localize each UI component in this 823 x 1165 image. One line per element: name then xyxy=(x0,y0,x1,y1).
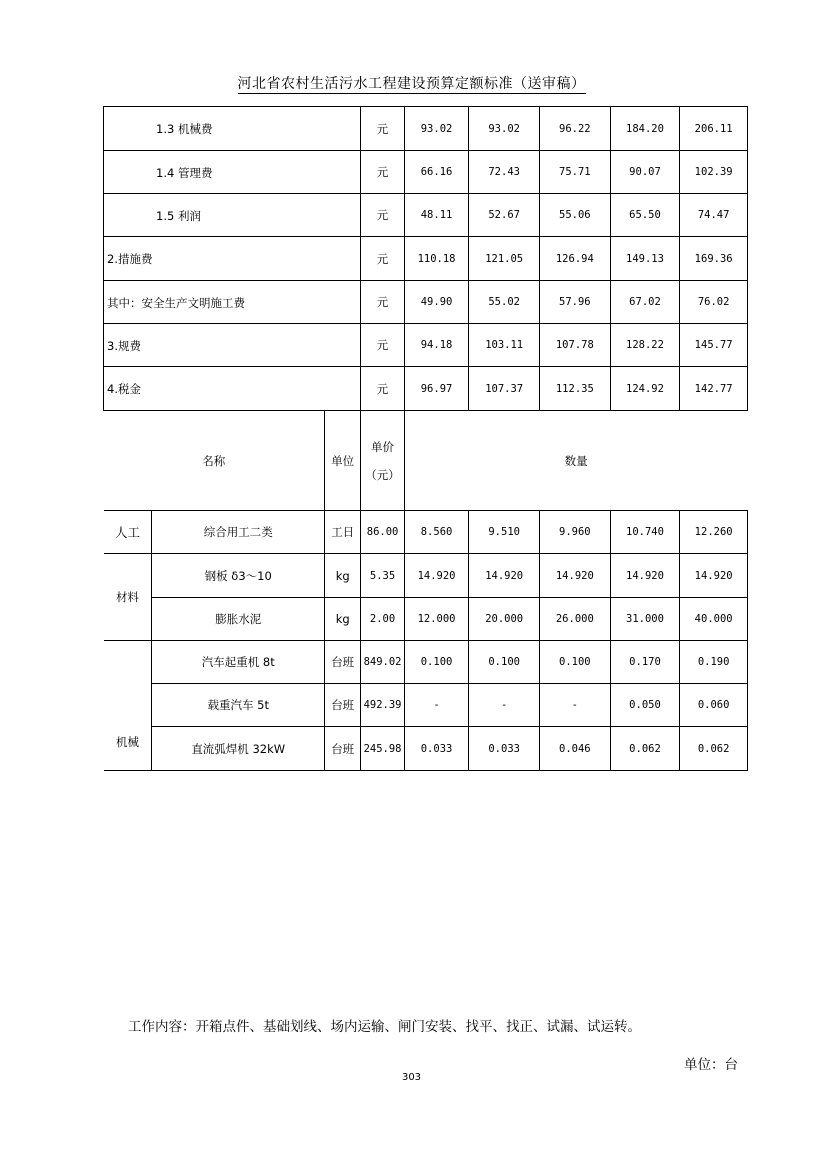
cost-unit: 元 xyxy=(361,324,404,367)
table-row xyxy=(104,641,748,684)
header-price-line1: 单价 xyxy=(371,439,395,454)
item-unit: kg xyxy=(325,598,361,641)
cost-value: 142.77 xyxy=(680,367,748,411)
item-quantity: 0.062 xyxy=(610,727,680,771)
cost-unit: 元 xyxy=(361,151,404,194)
item-quantity: - xyxy=(404,684,469,727)
group-machinery xyxy=(104,641,152,771)
item-quantity: 14.920 xyxy=(404,554,469,598)
cost-value: 184.20 xyxy=(610,107,680,151)
cost-label: 3.规费 xyxy=(104,324,361,367)
item-price: 5.35 xyxy=(361,554,404,598)
item-quantity: 0.050 xyxy=(610,684,680,727)
table-row xyxy=(104,281,748,324)
cost-value: 96.22 xyxy=(540,107,611,151)
cost-value: 55.06 xyxy=(540,194,611,237)
item-quantity: 14.920 xyxy=(610,554,680,598)
item-unit: 台班 xyxy=(325,684,361,727)
item-quantity: 10.740 xyxy=(610,511,680,554)
item-unit: 台班 xyxy=(325,641,361,684)
cost-value: 75.71 xyxy=(540,151,611,194)
item-price: 492.39 xyxy=(361,684,404,727)
item-quantity: 0.100 xyxy=(469,641,540,684)
item-quantity: 14.920 xyxy=(540,554,611,598)
item-quantity: 8.560 xyxy=(404,511,469,554)
item-price: 86.00 xyxy=(361,511,404,554)
cost-value: 112.35 xyxy=(540,367,611,411)
cost-value: 121.05 xyxy=(469,237,540,281)
table-row xyxy=(104,511,748,554)
cost-unit: 元 xyxy=(361,194,404,237)
cost-value: 124.92 xyxy=(610,367,680,411)
item-quantity: 40.000 xyxy=(680,598,748,641)
work-content: 工作内容：开箱点件、基础划线、场内运输、闸门安装、找平、找正、试漏、试运转。 xyxy=(128,1019,641,1035)
item-quantity: 0.033 xyxy=(404,727,469,771)
item-unit: 工日 xyxy=(325,511,361,554)
cost-value: 145.77 xyxy=(680,324,748,367)
item-unit: kg xyxy=(325,554,361,598)
cost-unit: 元 xyxy=(361,107,404,151)
cost-unit: 元 xyxy=(361,281,404,324)
cost-value: 103.11 xyxy=(469,324,540,367)
cost-value: 107.37 xyxy=(469,367,540,411)
table-row xyxy=(104,324,748,367)
header-quantity: 数量 xyxy=(404,411,747,511)
cost-label: 4.税金 xyxy=(104,367,361,411)
cost-value: 93.02 xyxy=(404,107,469,151)
item-quantity: 14.920 xyxy=(680,554,748,598)
quota-table xyxy=(103,106,748,771)
cost-label: 其中：安全生产文明施工费 xyxy=(104,281,361,324)
cost-value: 90.07 xyxy=(610,151,680,194)
table-row xyxy=(104,684,748,727)
table-row xyxy=(104,151,748,194)
item-quantity: 31.000 xyxy=(610,598,680,641)
item-name: 直流弧焊机 32kW xyxy=(152,727,325,771)
item-price: 2.00 xyxy=(361,598,404,641)
cost-value: 49.90 xyxy=(404,281,469,324)
cost-label: 2.措施费 xyxy=(104,237,361,281)
cost-value: 96.97 xyxy=(404,367,469,411)
item-unit: 台班 xyxy=(325,727,361,771)
item-name: 膨胀水泥 xyxy=(152,598,325,641)
cost-value: 102.39 xyxy=(680,151,748,194)
cost-value: 128.22 xyxy=(610,324,680,367)
item-quantity: 0.100 xyxy=(540,641,611,684)
item-quantity: 0.060 xyxy=(680,684,748,727)
item-quantity: 12.260 xyxy=(680,511,748,554)
cost-value: 93.02 xyxy=(469,107,540,151)
cost-value: 149.13 xyxy=(610,237,680,281)
header-price xyxy=(361,411,404,511)
table-row xyxy=(104,107,748,151)
header-price-line2: （元） xyxy=(365,467,400,482)
item-quantity: 0.100 xyxy=(404,641,469,684)
item-quantity: 12.000 xyxy=(404,598,469,641)
cost-value: 67.02 xyxy=(610,281,680,324)
item-quantity: 14.920 xyxy=(469,554,540,598)
cost-label: 1.4 管理费 xyxy=(104,151,361,194)
item-quantity: - xyxy=(469,684,540,727)
item-quantity: 9.960 xyxy=(540,511,611,554)
cost-value: 206.11 xyxy=(680,107,748,151)
item-price: 245.98 xyxy=(361,727,404,771)
cost-value: 126.94 xyxy=(540,237,611,281)
item-quantity: - xyxy=(540,684,611,727)
cost-unit: 元 xyxy=(361,237,404,281)
cost-value: 94.18 xyxy=(404,324,469,367)
cost-label: 1.5 利润 xyxy=(104,194,361,237)
item-name: 综合用工二类 xyxy=(152,511,325,554)
cost-value: 55.02 xyxy=(469,281,540,324)
table-row xyxy=(104,194,748,237)
cost-value: 57.96 xyxy=(540,281,611,324)
item-quantity: 9.510 xyxy=(469,511,540,554)
item-quantity: 0.033 xyxy=(469,727,540,771)
item-quantity: 0.170 xyxy=(610,641,680,684)
table-row xyxy=(104,727,748,771)
header-name: 名称 xyxy=(104,411,325,511)
group-machinery-label: 机械 xyxy=(115,735,139,749)
cost-value: 76.02 xyxy=(680,281,748,324)
item-quantity: 20.000 xyxy=(469,598,540,641)
cost-value: 169.36 xyxy=(680,237,748,281)
header-row xyxy=(104,411,748,511)
table-row xyxy=(104,367,748,411)
cost-value: 72.43 xyxy=(469,151,540,194)
cost-value: 110.18 xyxy=(404,237,469,281)
item-name: 载重汽车 5t xyxy=(152,684,325,727)
page-number: 303 xyxy=(401,1072,422,1083)
group-labor: 人工 xyxy=(104,511,152,554)
item-quantity: 0.190 xyxy=(680,641,748,684)
item-quantity: 0.062 xyxy=(680,727,748,771)
item-quantity: 26.000 xyxy=(540,598,611,641)
page-title: 河北省农村生活污水工程建设预算定额标准（送审稿） xyxy=(237,76,586,92)
group-material: 材料 xyxy=(104,554,152,641)
header-unit: 单位 xyxy=(325,411,361,511)
cost-value: 107.78 xyxy=(540,324,611,367)
table-row xyxy=(104,554,748,598)
cost-value: 52.67 xyxy=(469,194,540,237)
item-price: 849.02 xyxy=(361,641,404,684)
cost-unit: 元 xyxy=(361,367,404,411)
item-quantity: 0.046 xyxy=(540,727,611,771)
item-name: 汽车起重机 8t xyxy=(152,641,325,684)
cost-value: 48.11 xyxy=(404,194,469,237)
table-row xyxy=(104,598,748,641)
cost-value: 74.47 xyxy=(680,194,748,237)
item-name: 钢板 δ3～10 xyxy=(152,554,325,598)
cost-label: 1.3 机械费 xyxy=(104,107,361,151)
cost-value: 66.16 xyxy=(404,151,469,194)
cost-value: 65.50 xyxy=(610,194,680,237)
table-row xyxy=(104,237,748,281)
unit-note: 单位：台 xyxy=(684,1057,738,1073)
